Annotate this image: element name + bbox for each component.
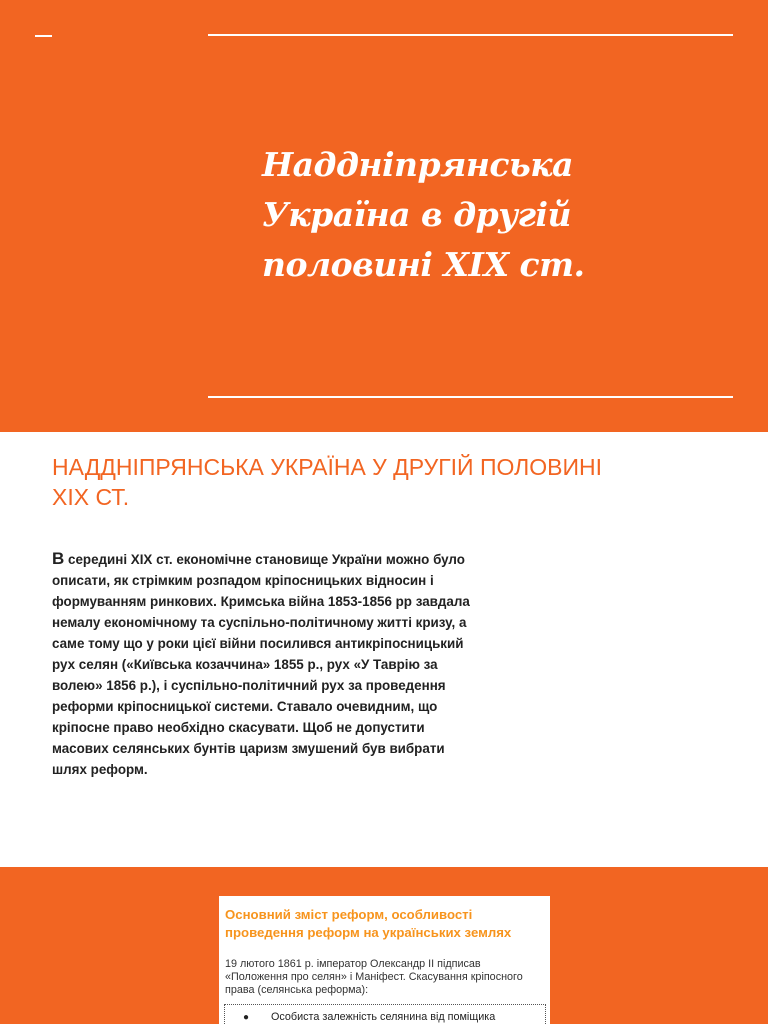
section-body-text: середині XIX ст. економічне становище України можно було описати, як стрімким розпадом кріпосницьких відносин і формуванням ринкових. Кримська війна 1853-1856 рр завдала немалу економічному та суспільно-політичному житті кризу, а саме тому що у роки цієї війни посилився антикріпосницький рух селян («Київська козаччина» 1855 р., рух «У Таврію за волею» 1856 р.), і суспільно-політичний рух за проведення реформи кріпосницької системи. Ставало очевидним, що кріпосне право необхідно скасувати. Щоб не допустити масових селянських бунтів царизм змушений був вибрати шлях реформ. xyxy=(52,552,470,777)
reform-card xyxy=(219,896,550,1024)
section-heading: НАДДНІПРЯНСЬКА УКРАЇНА У ДРУГІЙ ПОЛОВИНІ XIX СТ. xyxy=(52,454,602,510)
card-title: Основний зміст реформ, особливості проведення реформ на українських землях xyxy=(225,907,512,940)
cover-title: Наддніпрянська Україна в другій половині XIX ст. xyxy=(262,145,585,284)
drop-letter: В xyxy=(52,549,65,568)
card-text: 19 лютого 1861 р. імператор Олександр II підписав «Положення про селян» і Маніфест. Скасування кріпосного права (селянська реформа): xyxy=(225,958,523,996)
list-item: Особиста залежність селянина від поміщика xyxy=(271,1011,496,1023)
bottom-rule xyxy=(208,396,733,398)
bullet-icon: ● xyxy=(243,1012,250,1023)
decorative-dash xyxy=(35,35,52,37)
section-body xyxy=(52,548,482,780)
card-list-box xyxy=(224,1004,546,1024)
top-rule xyxy=(208,34,733,36)
